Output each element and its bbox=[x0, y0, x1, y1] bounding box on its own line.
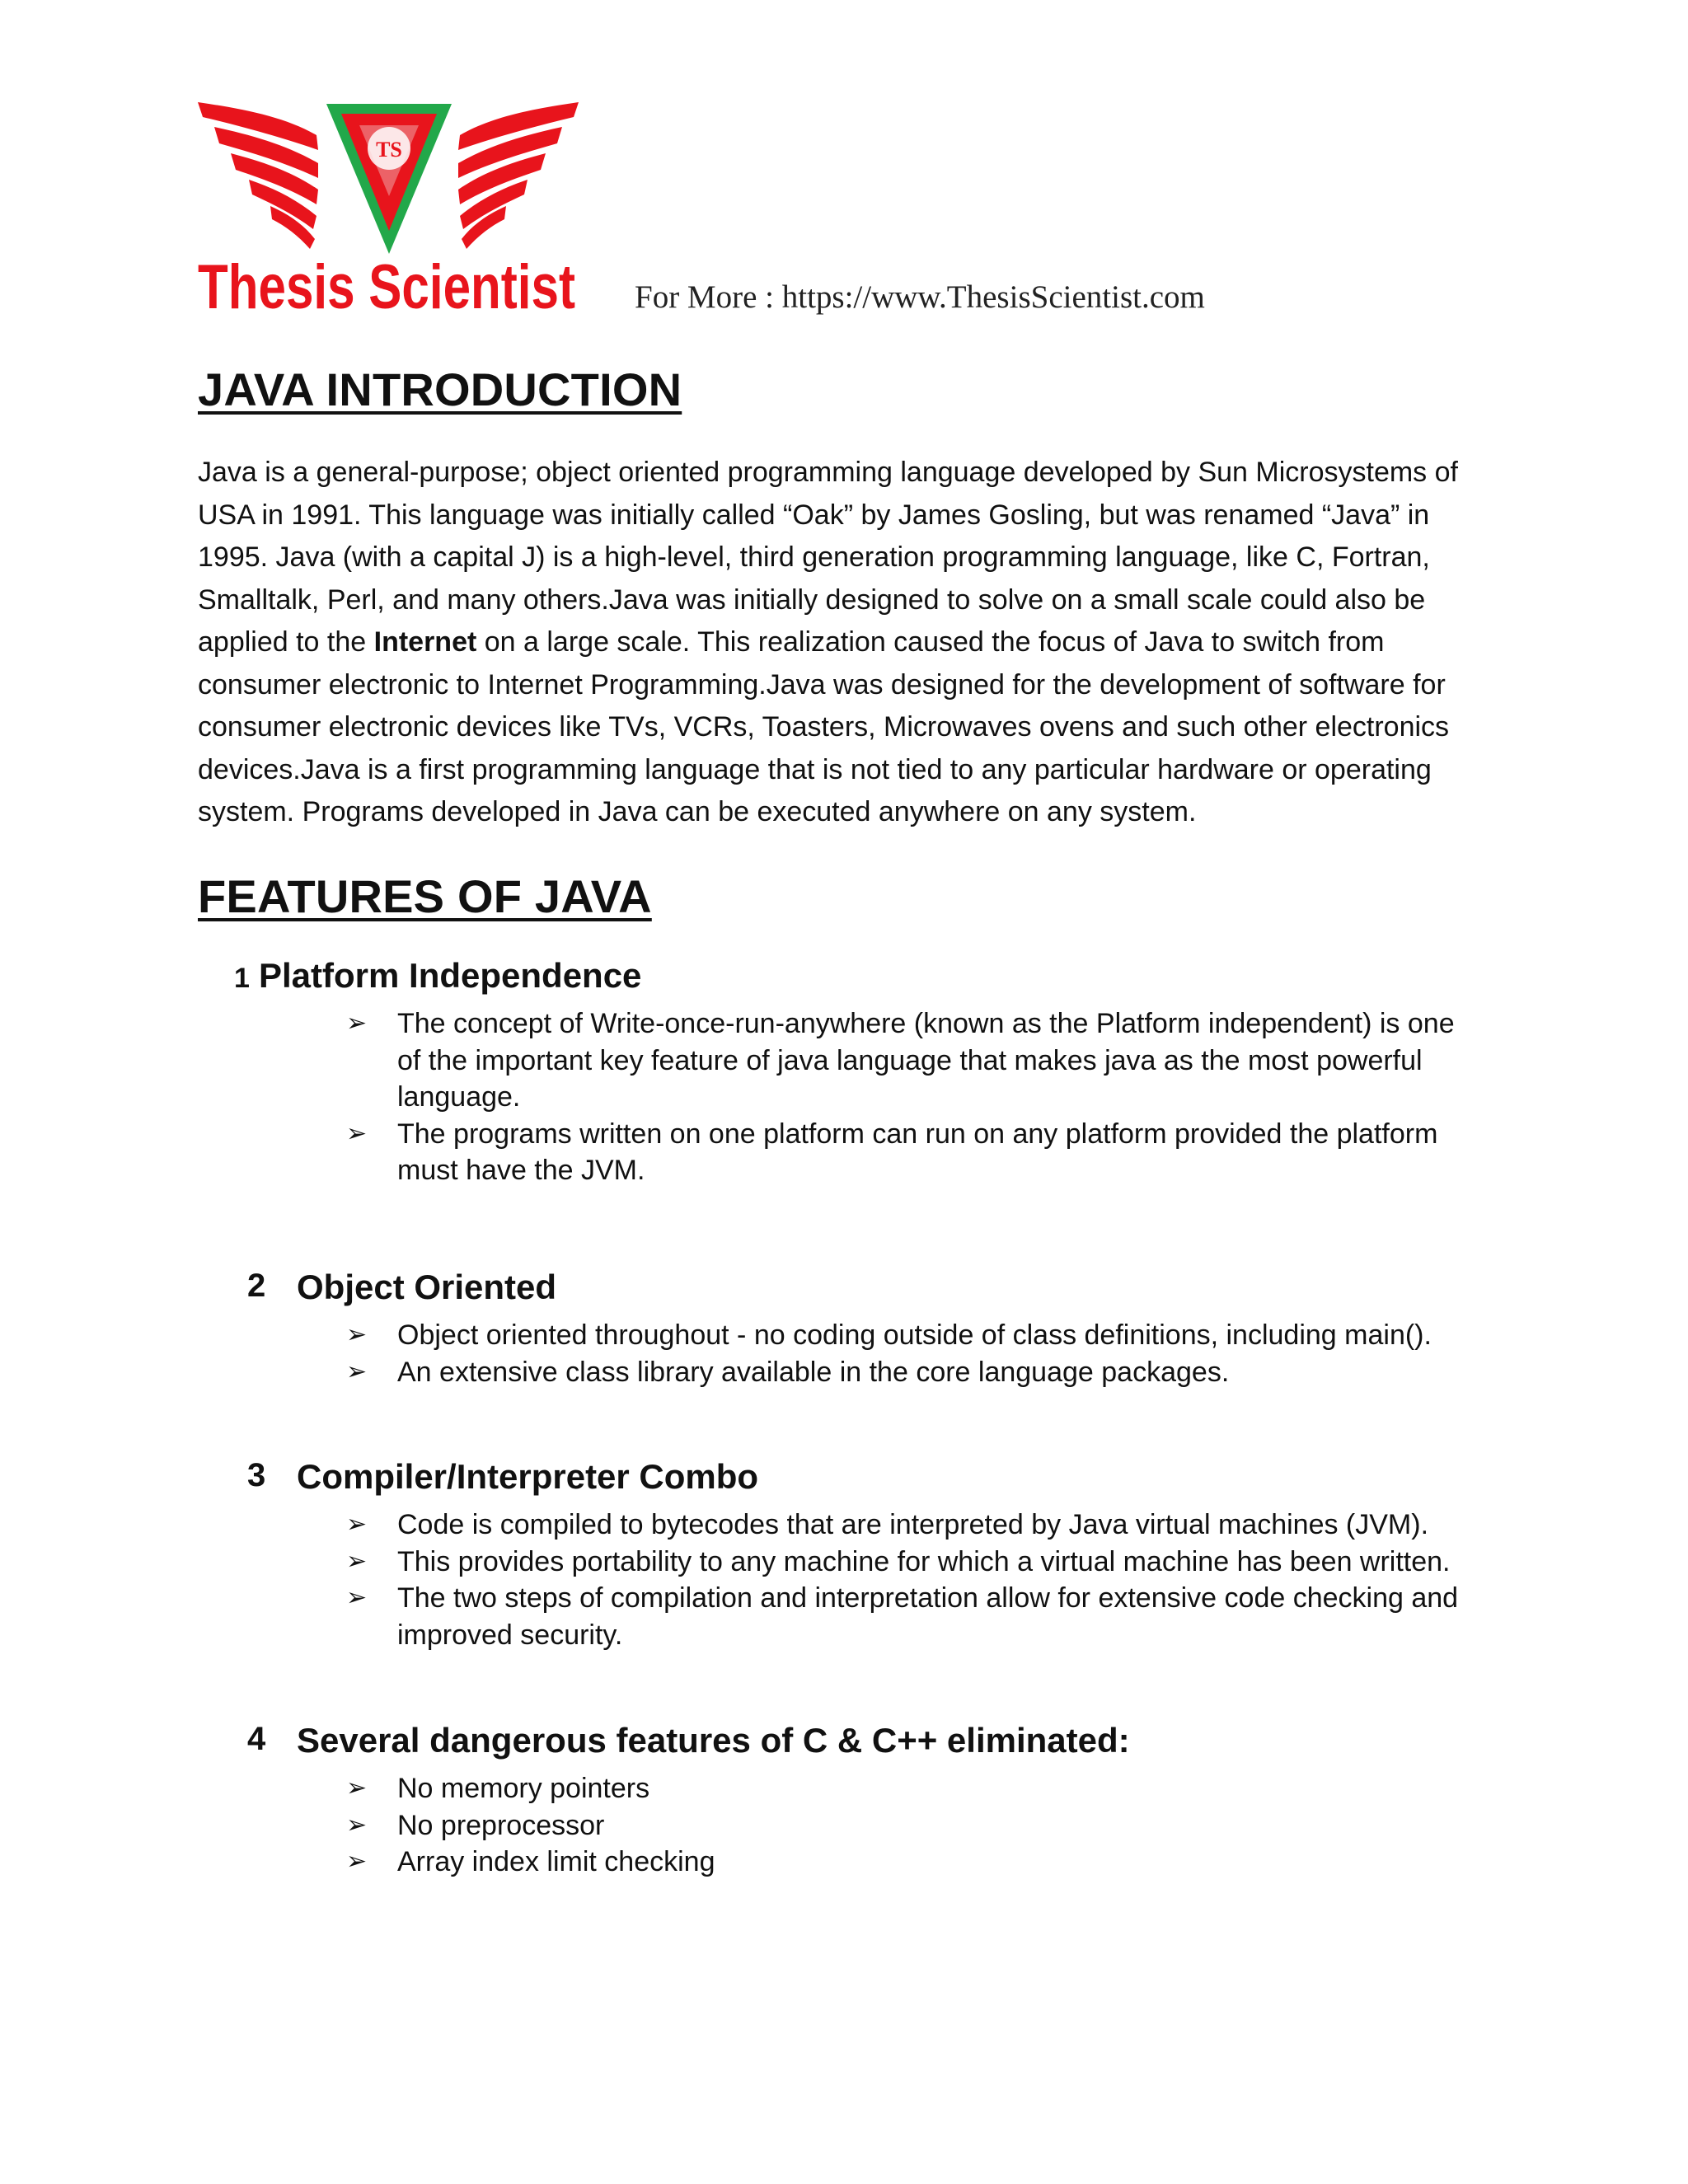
feature-bullet bbox=[346, 1580, 1484, 1653]
feature-bullet bbox=[346, 1354, 1484, 1391]
feature-bullet bbox=[346, 1544, 1484, 1581]
feature-bullet bbox=[346, 1770, 1484, 1807]
feature-bullet bbox=[346, 1807, 1484, 1844]
arrow-bullet-icon: ➢ bbox=[346, 1774, 368, 1802]
feature-bullet bbox=[346, 1507, 1484, 1544]
arrow-bullet-icon: ➢ bbox=[346, 1811, 368, 1839]
bullet-text: No preprocessor bbox=[397, 1809, 605, 1841]
feature-number: 4 bbox=[247, 1721, 266, 1757]
bullet-text: An extensive class library available in the core language packages. bbox=[397, 1356, 1230, 1388]
arrow-bullet-icon: ➢ bbox=[346, 1010, 368, 1037]
feature-number: 1 bbox=[234, 963, 250, 994]
bullet-text: This provides portability to any machine for which a virtual machine has been written. bbox=[397, 1545, 1451, 1577]
feature-title: Several dangerous features of C & C++ eliminated: bbox=[297, 1721, 1130, 1760]
feature-bullet bbox=[346, 1005, 1484, 1116]
for-more-link-text: For More : https://www.ThesisScientist.com bbox=[635, 279, 1205, 315]
feature-number: 3 bbox=[247, 1457, 266, 1493]
bullet-text: The two steps of compilation and interpretation allow for extensive code checking and improved security. bbox=[397, 1582, 1459, 1651]
feature-bullet-list bbox=[346, 1005, 1484, 1189]
thesis-scientist-logo bbox=[195, 92, 582, 323]
arrow-bullet-icon: ➢ bbox=[346, 1547, 368, 1575]
arrow-bullet-icon: ➢ bbox=[346, 1584, 368, 1611]
feature-bullet bbox=[346, 1116, 1484, 1189]
feature-bullet-list bbox=[346, 1770, 1484, 1881]
feature-title: Compiler/Interpreter Combo bbox=[297, 1457, 759, 1496]
bullet-text: Object oriented throughout - no coding outside of class definitions, including main(). bbox=[397, 1319, 1432, 1351]
bullet-text: The concept of Write-once-run-anywhere (known as the Platform independent) is one of the important key feature of java language that makes java as the most powerful language. bbox=[397, 1008, 1455, 1113]
logo-initials: TS bbox=[376, 138, 402, 162]
bullet-text: Array index limit checking bbox=[397, 1846, 715, 1877]
java-introduction-heading: JAVA INTRODUCTION bbox=[198, 363, 682, 415]
arrow-bullet-icon: ➢ bbox=[346, 1511, 368, 1538]
feature-bullet bbox=[346, 1844, 1484, 1881]
arrow-bullet-icon: ➢ bbox=[346, 1119, 368, 1147]
intro-text-part1: Java is a general-purpose; object oriented programming language developed by Sun Microsystems of USA in 1991. This language was initially called “Oak” by James Gosling, but was renamed “Java” in 1995. Java (with a capital J) is a high-level, third generation programming language, like C, Fortran, Smalltalk, Perl, and many others.Java was initially designed to solve on a small scale could also be applied to the bbox=[198, 457, 1458, 658]
features-heading: FEATURES OF JAVA bbox=[198, 870, 652, 922]
arrow-bullet-icon: ➢ bbox=[346, 1848, 368, 1875]
feature-number: 2 bbox=[247, 1268, 266, 1304]
arrow-bullet-icon: ➢ bbox=[346, 1321, 368, 1348]
arrow-bullet-icon: ➢ bbox=[346, 1357, 368, 1385]
feature-title: Platform Independence bbox=[259, 956, 642, 995]
intro-text-bold: Internet bbox=[373, 626, 477, 658]
bullet-text: Code is compiled to bytecodes that are interpreted by Java virtual machines (JVM). bbox=[397, 1509, 1429, 1540]
logo-graphic bbox=[195, 92, 582, 323]
feature-bullet bbox=[346, 1317, 1484, 1354]
bullet-text: No memory pointers bbox=[397, 1773, 650, 1804]
bullet-text: The programs written on one platform can run on any platform provided the platform must have the JVM. bbox=[397, 1118, 1438, 1186]
introduction-paragraph bbox=[198, 452, 1500, 834]
feature-bullet-list bbox=[346, 1507, 1484, 1653]
logo-wordmark: Thesis Scientist bbox=[198, 252, 575, 322]
feature-bullet-list bbox=[346, 1317, 1484, 1390]
intro-text-part2: on a large scale. This realization caused the focus of Java to switch from consumer electronic to Internet Programming.Java was designed for the development of software for consumer electronic devices like TVs, VCRs, Toasters, Microwaves ovens and such other electronics devices.Java is a first programming language that is not tied to any particular hardware or operating system. Programs developed in Java can be executed anywhere on any system. bbox=[198, 626, 1450, 827]
feature-title: Object Oriented bbox=[297, 1268, 557, 1306]
